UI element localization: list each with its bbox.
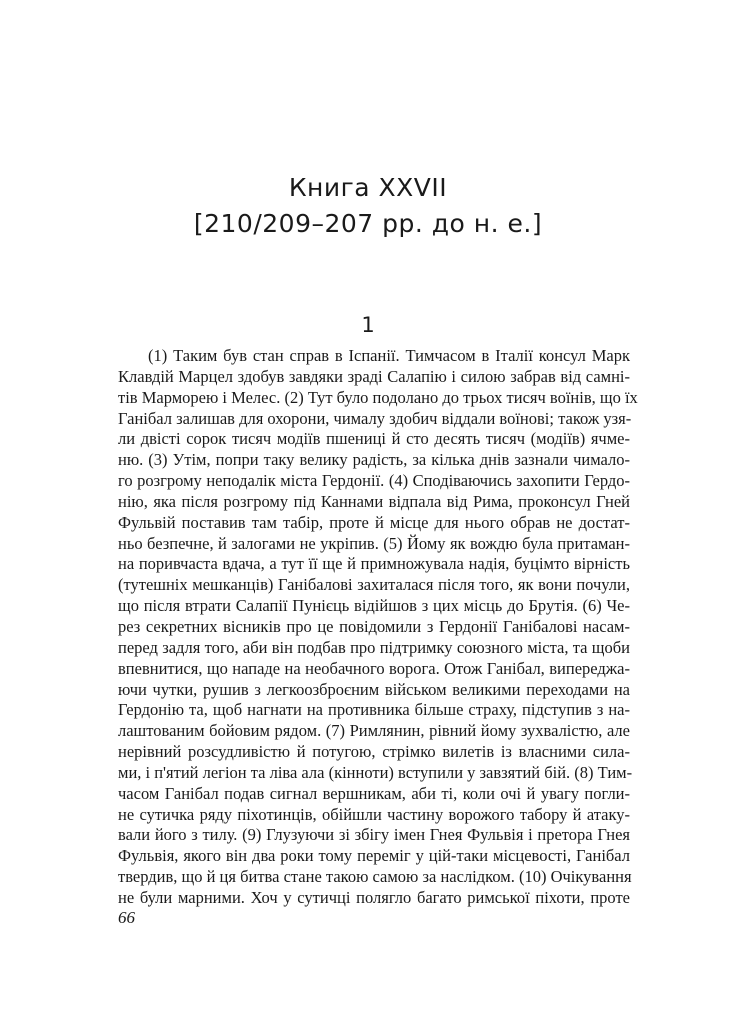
text-line: ньо безпечне, й залогами не укріпив. (5) Йому як вождю була притаман- — [118, 533, 630, 553]
text-line: нерівний розсудливістю й потугою, стрімко вилетів із власними сила- — [118, 742, 630, 762]
text-line: на поривчаста вдача, а тут її ще й примножувала надія, буцімто вірність — [118, 554, 630, 574]
page-number: 66 — [118, 908, 135, 927]
text-line: ню. (3) Утім, попри таку велику радість, за кілька днів зазнали чимало- — [118, 450, 630, 470]
book-years-heading: [210/209–207 рр. до н. е.] — [193, 209, 543, 238]
text-line: Ганібал залишав для охорони, чималу здобич віддали воїнові; також узя- — [118, 408, 632, 428]
chapter-number: 1 — [361, 313, 375, 337]
text-line: вали його з тилу. (9) Глузуючи зі збігу імен Гнея Фульвія і претора Гнея — [118, 825, 630, 845]
text-line: перед задля того, аби він подбав про підтримку союзного міста, та щоби — [118, 637, 630, 657]
text-line: твердив, що й ця битва стане такою самою за наслідком. (10) Очікування — [118, 867, 632, 887]
text-line: Клавдій Марцел здобув завдяки зраді Салапію і силою забрав від самні- — [118, 366, 630, 386]
text-line: часом Ганібал подав сигнал вершникам, аби ті, коли очі й увагу погли- — [118, 783, 630, 803]
text-line: Фульвія, якого він два роки тому переміг у цій-таки місцевості, Ганібал — [118, 846, 630, 866]
text-line: (1) Таким був стан справ в Іспанії. Тимчасом в Італії консул Марк — [148, 346, 630, 365]
text-line: впевнитися, що нападе на необачного ворога. Отож Ганібал, випереджа- — [118, 658, 630, 678]
body-paragraph — [118, 346, 638, 909]
book-title — [0, 170, 736, 242]
text-line: Фульвій поставив там табір, проте й місце для нього обрав не достат- — [118, 512, 630, 532]
text-line: ли двісті сорок тисяч модіїв пшениці й сто десять тисяч (модіїв) ячме- — [118, 429, 630, 449]
text-line: нію, яка після розгрому під Каннами відпала від Рима, проконсул Гней — [118, 491, 630, 511]
text-line: тів Марморею і Мелес. (2) Тут було подолано до трьох тисяч воїнів, що їх — [118, 387, 638, 407]
text-line: ми, і п'ятий легіон та ліва ала (кінноти) вступили у завзятий бій. (8) Тим- — [118, 762, 633, 782]
text-line: го розгрому неподалік міста Гердонії. (4) Сподіваючись захопити Гердо- — [118, 471, 630, 491]
text-line: лаштованим бойовим рядом. (7) Римлянин, рівний йому зухвалістю, але — [118, 721, 630, 741]
text-line: ючи чутки, рушив з легкоозброєним військом великими переходами на — [118, 679, 630, 699]
text-line: що після втрати Салапії Пунієць відійшов з цих місць до Брутія. (6) Че- — [118, 596, 630, 616]
text-line: не були марними. Хоч у сутичці полягло багато римської піхоти, проте — [118, 887, 630, 907]
text-line: (тутешніх мешканців) Ганібалові захиталася після того, як вони почули, — [118, 575, 630, 595]
text-line: Гердонію та, щоб нагнати на противника більше страху, підступив з на- — [118, 700, 630, 720]
text-line: рез секретних вісників про це повідомили з Гердонії Ганібалові насам- — [118, 616, 630, 636]
text-line: не сутичка ряду піхотинців, обійшли частину ворожого табору й атаку- — [118, 804, 630, 824]
book-number-heading: Книга XXVII — [288, 173, 448, 202]
